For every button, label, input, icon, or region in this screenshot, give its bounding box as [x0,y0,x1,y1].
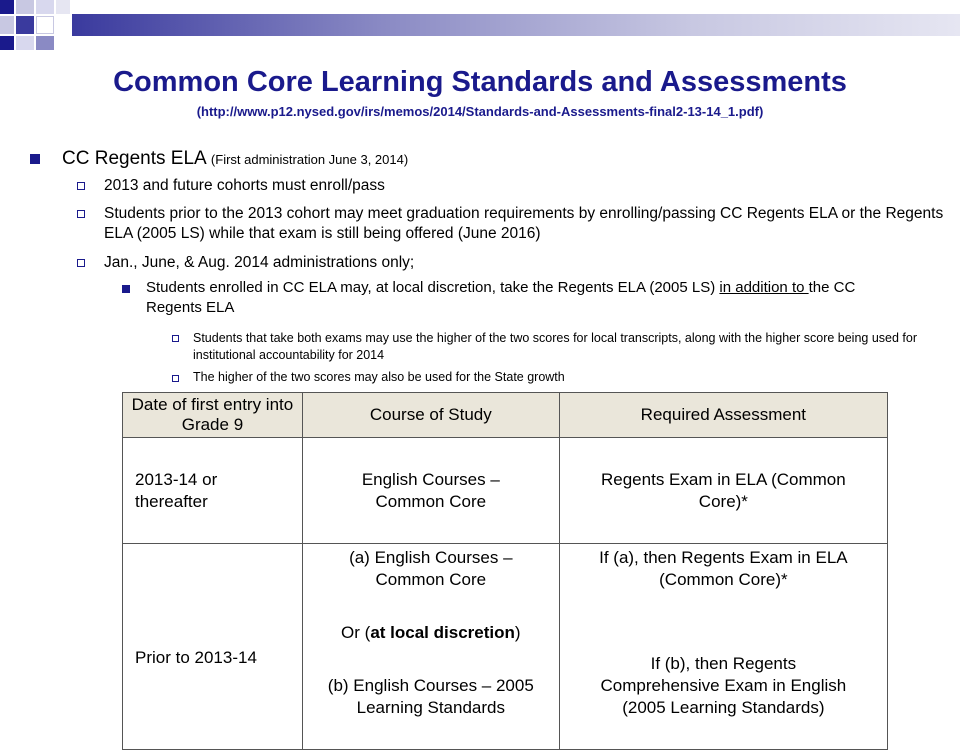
header-course: Course of Study [302,393,559,438]
hollow-square-bullet-icon [172,375,179,382]
slide-title: Common Core Learning Standards and Assessments [113,66,847,98]
header-gradient-bar [72,14,960,36]
table-row [123,544,888,750]
row2-course [302,544,559,750]
deco-square [0,0,14,14]
sub-bullet-3: Jan., June, & Aug. 2014 administrations only; [104,254,415,271]
filled-square-bullet-icon [122,285,130,293]
course-or-suffix: ) [514,623,521,642]
row2-course-or [304,623,558,643]
row1-course: English Courses – Common Core [302,438,559,544]
deco-square [0,36,14,50]
row2-date: Prior to 2013-14 [123,544,303,750]
level3-bullet [146,278,886,318]
course-or-prefix: Or ( [341,623,371,642]
row2-course-b: (b) English Courses – 2005 Learning Standards [327,676,534,717]
row2-assessment-b: If (b), then Regents Comprehensive Exam in English (2005 Learning Standards) [600,654,847,717]
deco-square [16,0,34,14]
header-assessment: Required Assessment [559,393,887,438]
deco-square [36,16,54,34]
deco-square [56,0,70,14]
hollow-square-bullet-icon [77,210,85,218]
deco-square [16,16,34,34]
course-or-bold: at local discretion [370,623,515,642]
main-bullet [62,148,408,170]
deco-square [0,16,14,34]
row1-assessment: Regents Exam in ELA (Common Core)* [559,438,887,544]
level3-text-before: Students enrolled in CC ELA may, at local discretion, take the Regents ELA (2005 LS) [146,279,720,296]
table-row [123,438,888,544]
row2-assessment [559,544,887,750]
hollow-square-bullet-icon [172,335,179,342]
level3-underlined: in addition to [719,279,809,296]
sub-bullet-1: 2013 and future cohorts must enroll/pass [104,177,385,194]
sub-bullet-2: Students prior to the 2013 cohort may meet graduation requirements by enrolling/passing CC Regents ELA or the Regents ELA (2005 LS) while that exam is still being offered (June 2016) [104,205,944,242]
row1-date: 2013-14 or thereafter [123,438,303,544]
main-bullet-label: CC Regents ELA [62,148,206,169]
hollow-square-bullet-icon [77,182,85,190]
level4-bullet-1: Students that take both exams may use the higher of the two scores for local transcripts, along with the higher score being used for institutional accountability for 2014 [193,331,918,362]
main-bullet-note: (First administration June 3, 2014) [210,152,409,167]
table-header-row [123,393,888,438]
assessment-table [122,392,888,750]
level3-text-after: the CC Regents ELA [146,279,856,316]
header-date: Date of first entry into Grade 9 [123,393,303,438]
deco-square [36,0,54,14]
row2-assessment-a: If (a), then Regents Exam in ELA (Common Core)* [599,548,848,589]
level4-bullet-2: The higher of the two scores may also be used for the State growth [193,370,565,384]
bullet-square-icon [30,154,40,164]
row2-course-a: (a) English Courses – Common Core [349,548,513,589]
deco-square [36,36,54,50]
hollow-square-bullet-icon [77,259,85,267]
source-url: (http://www.p12.nysed.gov/irs/memos/2014/Standards-and-Assessments-final2-13-14_1.pdf) [196,104,764,119]
deco-square [16,36,34,50]
